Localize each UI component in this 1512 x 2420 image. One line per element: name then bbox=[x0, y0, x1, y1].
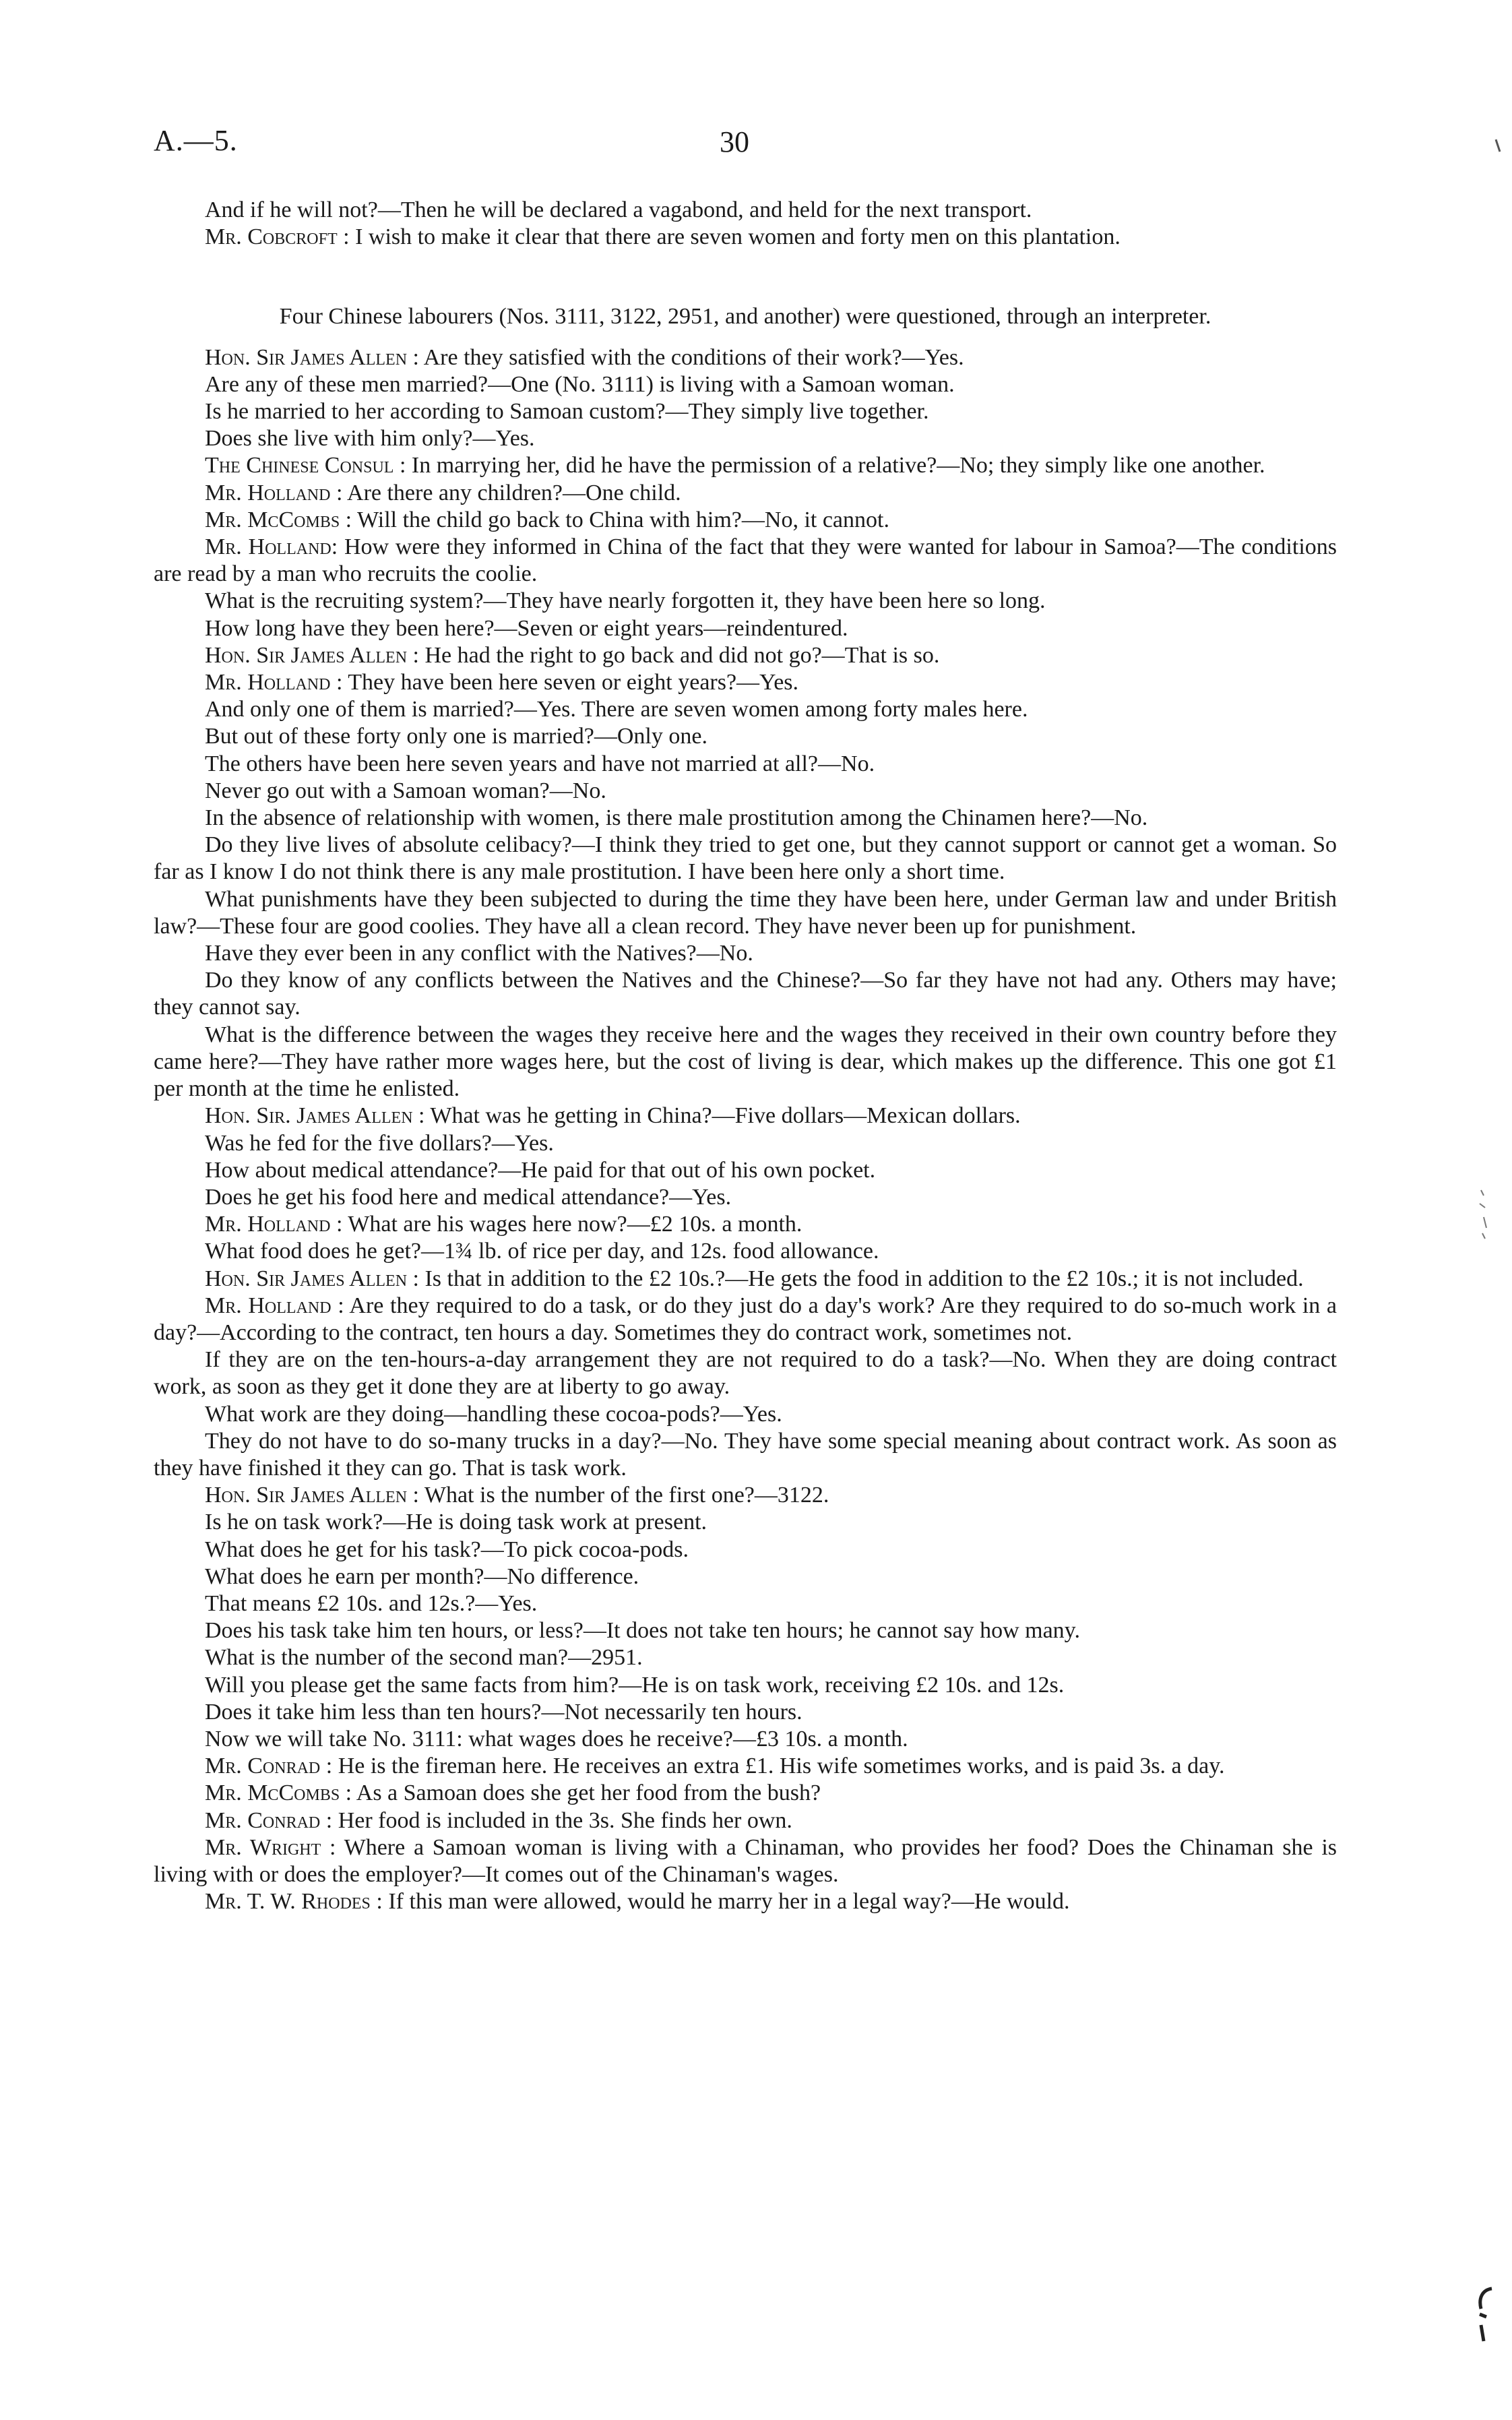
paragraph: Mr. Wright : Where a Samoan woman is living with a Chinaman, who provides her food? Does the Chinaman she is living with or does the employer?—It comes out of the Chinaman's wages. bbox=[154, 1834, 1337, 1887]
paragraph: What work are they doing—handling these cocoa-pods?—Yes. bbox=[205, 1401, 782, 1427]
paragraph: Mr. Holland : They have been here seven or eight years?—Yes. bbox=[205, 670, 799, 695]
paragraph: Mr. T. W. Rhodes : If this man were allowed, would he marry her in a legal way?—He would. bbox=[205, 1889, 1070, 1915]
paragraph: Hon. Sir James Allen : What is the number of the first one?—3122. bbox=[205, 1483, 829, 1508]
paragraph: Is he married to her according to Samoan custom?—They simply live together. bbox=[205, 399, 929, 425]
paragraph: Mr. Holland : Are there any children?—One child. bbox=[205, 480, 681, 505]
paragraph: What does he earn per month?—No difference. bbox=[205, 1563, 639, 1589]
speaker-name: Mr. Conrad : bbox=[205, 1754, 333, 1779]
paragraph: What is the number of the second man?—2951. bbox=[205, 1645, 643, 1671]
paragraph: Have they ever been in any conflict with the Natives?—No. bbox=[205, 941, 753, 966]
paragraph: Is he on task work?—He is doing task work at present. bbox=[205, 1510, 707, 1535]
paragraph: What food does he get?—1¾ lb. of rice per day, and 12s. food allowance. bbox=[205, 1239, 879, 1264]
paragraph: Mr. Conrad : Her food is included in the 3s. She finds her own. bbox=[205, 1807, 792, 1833]
paragraph: Will you please get the same facts from him?—He is on task work, receiving £2 10s. and 12s. bbox=[205, 1672, 1065, 1698]
paragraph: Mr. Cobcroft : I wish to make it clear that there are seven women and forty men on this plantation. bbox=[205, 224, 1121, 250]
paragraph: Hon. Sir. James Allen : What was he getting in China?—Five dollars—Mexican dollars. bbox=[205, 1103, 1021, 1129]
paragraph: Does he get his food here and medical attendance?—Yes. bbox=[205, 1184, 732, 1210]
paragraph: Hon. Sir James Allen : Are they satisfied with the conditions of their work?—Yes. bbox=[205, 344, 964, 370]
speaker-name: Hon. Sir James Allen : bbox=[205, 642, 419, 668]
paragraph: Mr. McCombs : Will the child go back to China with him?—No, it cannot. bbox=[205, 507, 889, 532]
paragraph: And if he will not?—Then he will be declared a vagabond, and held for the next transport. bbox=[205, 197, 1032, 222]
speaker-name: The Chinese Consul : bbox=[205, 453, 406, 478]
speaker-name: Hon. Sir. James Allen : bbox=[205, 1103, 425, 1129]
speaker-name: Mr. Holland : bbox=[205, 1293, 344, 1318]
paragraph: Does she live with him only?—Yes. bbox=[205, 426, 535, 452]
paragraph: Do they know of any conflicts between the Natives and the Chinese?—So far they have not had any. Others may have; they cannot say. bbox=[154, 968, 1337, 1020]
paragraph: Never go out with a Samoan woman?—No. bbox=[205, 778, 606, 803]
paragraph: In the absence of relationship with women, is there male prostitution among the Chinamen here?—No. bbox=[205, 805, 1148, 831]
paragraph: Hon. Sir James Allen : He had the right to go back and did not go?—That is so. bbox=[205, 642, 940, 668]
speaker-name: Hon. Sir James Allen : bbox=[205, 1483, 419, 1508]
paragraph: Mr. Holland : Are they required to do a task, or do they just do a day's work? Are they required to do so-much work in a day?—According to the contract, ten hours a day. Sometimes they do contract work, sometimes not. bbox=[154, 1293, 1337, 1345]
speaker-name: Mr. Cobcroft : bbox=[205, 224, 350, 250]
speaker-name: Mr. Holland: bbox=[205, 534, 338, 560]
paragraph: Mr. Conrad : He is the fireman here. He receives an extra £1. His wife sometimes works, and is paid 3s. a day. bbox=[205, 1754, 1225, 1779]
speaker-name: Hon. Sir James Allen : bbox=[205, 344, 419, 370]
transcript-body bbox=[154, 197, 1337, 1915]
page-number: 30 bbox=[720, 125, 749, 158]
paragraph: Does his task take him ten hours, or less?—It does not take ten hours; he cannot say how many. bbox=[205, 1618, 1080, 1644]
speaker-name: Mr. McCombs : bbox=[205, 507, 352, 532]
paragraph: What punishments have they been subjected to during the time they have been here, under German law and under British law?—These four are good coolies. They have all a clean record. They have never been up for punishment. bbox=[154, 886, 1337, 939]
paragraph: Hon. Sir James Allen : Is that in addition to the £2 10s.?—He gets the food in addition to the £2 10s.; it is not included. bbox=[205, 1266, 1304, 1291]
paragraph: Mr. Holland : What are his wages here now?—£2 10s. a month. bbox=[205, 1212, 802, 1237]
paragraph: But out of these forty only one is married?—Only one. bbox=[205, 724, 707, 749]
paragraph: What is the recruiting system?—They have nearly forgotten it, they have been here so long. bbox=[205, 588, 1046, 614]
paragraph: What is the difference between the wages they receive here and the wages they received in their own country before they came here?—They have rather more wages here, but the cost of living is dear, which makes up the difference. This one got £1 per month at the time he enlisted. bbox=[154, 1022, 1337, 1102]
speaker-name: Hon. Sir James Allen : bbox=[205, 1266, 419, 1291]
speaker-name: Mr. Holland : bbox=[205, 480, 343, 505]
scan-mark-icon bbox=[1472, 2285, 1499, 2345]
paragraph: Now we will take No. 3111: what wages does he receive?—£3 10s. a month. bbox=[205, 1726, 908, 1751]
paragraph: The others have been here seven years and have not married at all?—No. bbox=[205, 751, 875, 776]
paragraph: Mr. McCombs : As a Samoan does she get her food from the bush? bbox=[205, 1780, 821, 1806]
speaker-name: Mr. Conrad : bbox=[205, 1807, 333, 1833]
paragraph: Are any of these men married?—One (No. 3111) is living with a Samoan woman. bbox=[205, 371, 955, 397]
paragraph: The Chinese Consul : In marrying her, did he have the permission of a relative?—No; they simply like one another. bbox=[205, 453, 1265, 478]
paragraph: Mr. Holland: How were they informed in China of the fact that they were wanted for labour in Samoa?—The conditions are read by a man who recruits the coolie. bbox=[154, 534, 1337, 587]
paragraph: How about medical attendance?—He paid for that out of his own pocket. bbox=[205, 1157, 876, 1183]
paragraph: Do they live lives of absolute celibacy?—I think they tried to get one, but they cannot support or cannot get a woman. So far as I know I do not think there is any male prostitution. I have been here only a short time. bbox=[154, 832, 1337, 885]
paragraph: They do not have to do so-many trucks in a day?—No. They have some special meaning about contract work. As soon as they have finished it they can go. That is task work. bbox=[154, 1428, 1337, 1481]
document-reference: A.—5. bbox=[154, 124, 238, 157]
speaker-name: Mr. McCombs : bbox=[205, 1780, 352, 1806]
paragraph: Was he fed for the five dollars?—Yes. bbox=[205, 1130, 554, 1156]
scan-mark-icon bbox=[1477, 1187, 1504, 1241]
paragraph: How long have they been here?—Seven or eight years—reindentured. bbox=[205, 615, 848, 641]
section-heading: Four Chinese labourers (Nos. 3111, 3122, 2951, and another) were questioned, through an interpreter. bbox=[279, 304, 1211, 330]
speaker-name: Mr. T. W. Rhodes : bbox=[205, 1889, 383, 1915]
paragraph: Does it take him less than ten hours?—Not necessarily ten hours. bbox=[205, 1699, 802, 1725]
speaker-name: Mr. Holland : bbox=[205, 670, 343, 695]
paragraph: And only one of them is married?—Yes. There are seven women among forty males here. bbox=[205, 697, 1028, 722]
paragraph: If they are on the ten-hours-a-day arrangement they are not required to do a task?—No. When they are doing contract work, as soon as they get it done they are at liberty to go away. bbox=[154, 1347, 1337, 1400]
paragraph: What does he get for his task?—To pick cocoa-pods. bbox=[205, 1537, 689, 1562]
paragraph: That means £2 10s. and 12s.?—Yes. bbox=[205, 1590, 538, 1616]
speaker-name: Mr. Wright : bbox=[205, 1834, 336, 1860]
scan-mark-icon bbox=[1494, 138, 1504, 153]
speaker-name: Mr. Holland : bbox=[205, 1212, 343, 1237]
